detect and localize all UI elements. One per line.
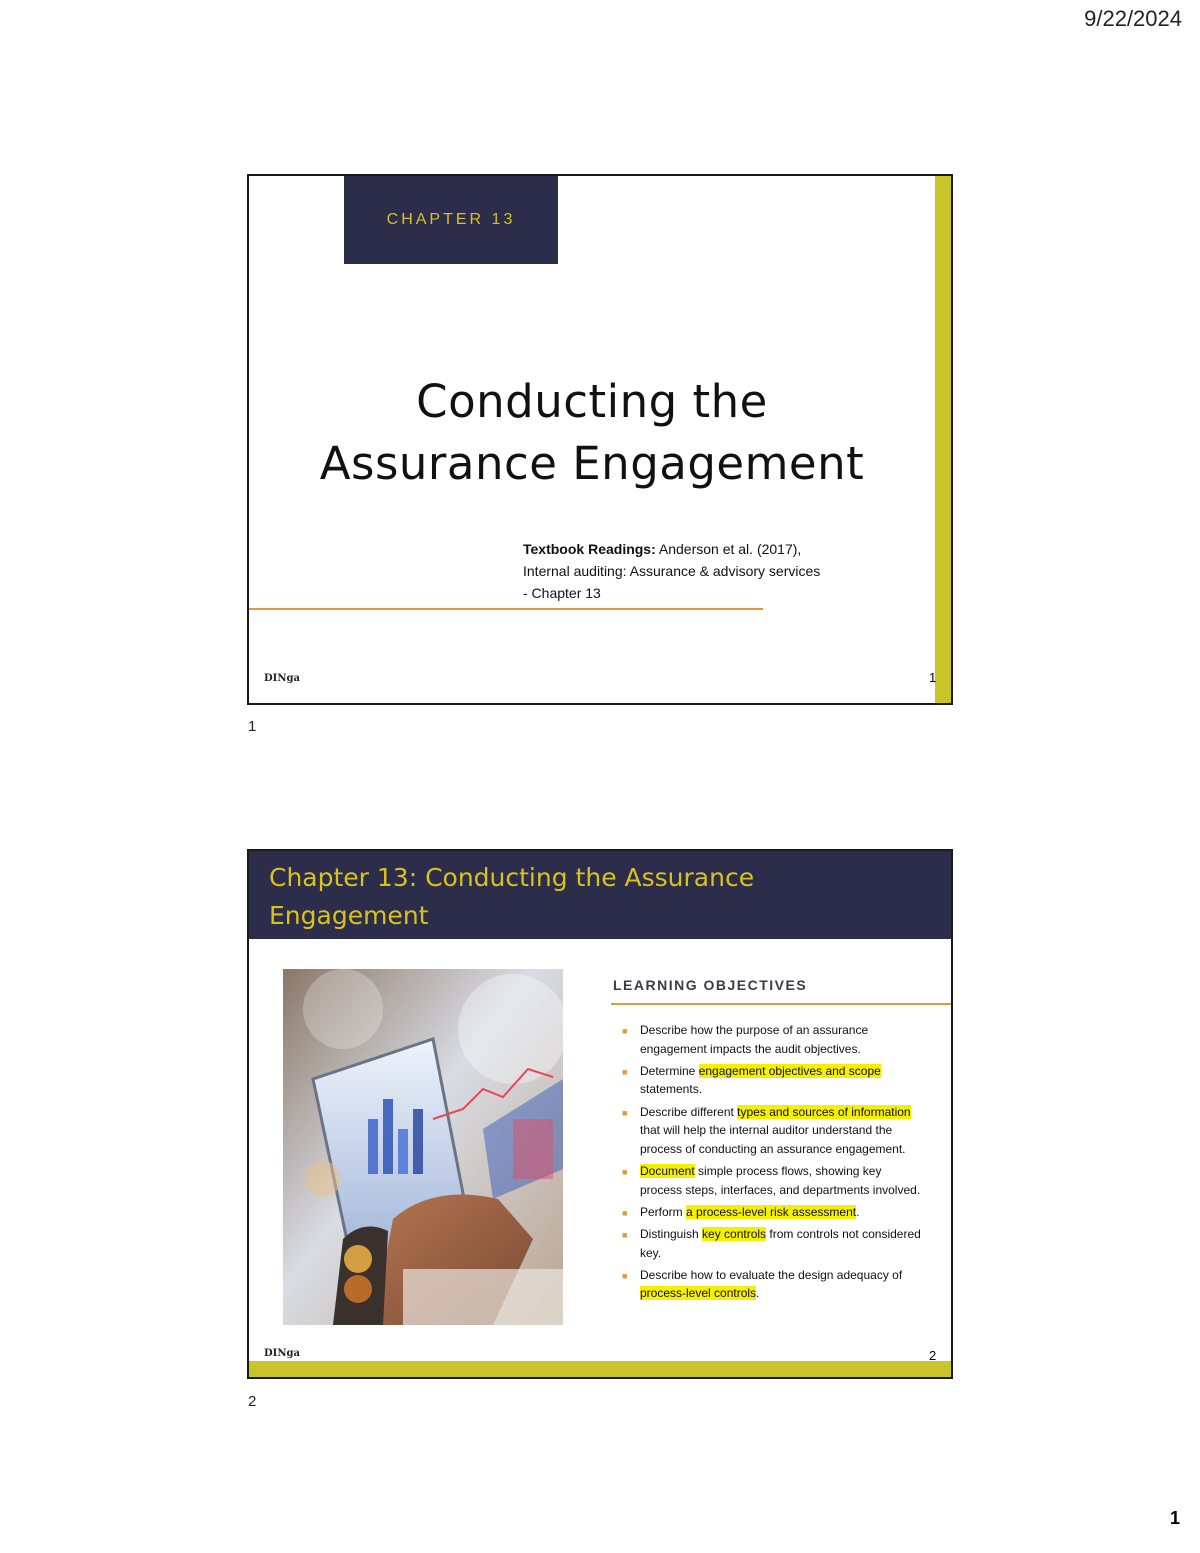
square-bullet-icon: ■ — [622, 1026, 628, 1036]
objectives-list — [622, 1021, 922, 1306]
page-date: 9/22/2024 — [1084, 6, 1182, 31]
tablet-chart-photo — [283, 969, 563, 1325]
readings-text-3: - Chapter 13 — [523, 585, 601, 601]
divider — [611, 1003, 951, 1005]
list-item: ■ Distinguish key controls from controls not considered key. — [622, 1226, 921, 1260]
square-bullet-icon: ■ — [622, 1207, 628, 1218]
square-bullet-icon: ■ — [622, 1270, 628, 1281]
accent-bar — [935, 176, 951, 703]
square-bullet-icon: ■ — [622, 1229, 628, 1240]
slide-1 — [247, 174, 953, 705]
square-bullet-icon: ■ — [622, 1166, 628, 1177]
slide-caption: 2 — [248, 1393, 257, 1410]
title-line-2: Assurance Engagement — [319, 437, 865, 490]
footer-logo: DINga — [264, 673, 300, 684]
slide-title — [249, 371, 935, 495]
slide-number: 2 — [929, 1348, 937, 1363]
textbook-readings — [523, 538, 923, 604]
chapter-box — [344, 176, 558, 264]
title-line-1: Conducting the — [416, 375, 768, 428]
list-item: ■ Determine engagement objectives and scope statements. — [622, 1063, 881, 1097]
accent-bar — [249, 1361, 951, 1377]
list-item: ■ Perform a process-level risk assessment. — [622, 1203, 922, 1222]
readings-text-2: Internal auditing: Assurance & advisory services — [523, 563, 821, 579]
list-item: ■ Describe how the purpose of an assurance engagement impacts the audit objectives. — [622, 1023, 869, 1056]
objectives-heading: LEARNING OBJECTIVES — [613, 977, 808, 993]
chapter-label: CHAPTER 13 — [386, 211, 516, 228]
list-item: ■ Describe different types and sources of information that will help the internal auditor understand the process of conducting an assurance engagement. — [622, 1104, 911, 1156]
square-bullet-icon: ■ — [622, 1107, 628, 1118]
square-bullet-icon: ■ — [622, 1066, 628, 1077]
list-item: ■ Document simple process flows, showing key process steps, interfaces, and departments involved. — [622, 1163, 921, 1197]
page-number: 1 — [1169, 1508, 1180, 1528]
footer-logo: DINga — [264, 1348, 300, 1359]
divider — [249, 608, 763, 610]
list-item: ■ Describe how to evaluate the design adequacy of process-level controls. — [622, 1267, 903, 1301]
slide-caption: 1 — [248, 718, 257, 735]
readings-label: Textbook Readings: — [523, 541, 656, 557]
slide-number: 1 — [929, 670, 937, 685]
slide-2 — [247, 849, 953, 1379]
readings-text-1: Anderson et al. (2017), — [655, 541, 802, 557]
slide-title: Chapter 13: Conducting the Assurance Engagement — [269, 863, 755, 930]
